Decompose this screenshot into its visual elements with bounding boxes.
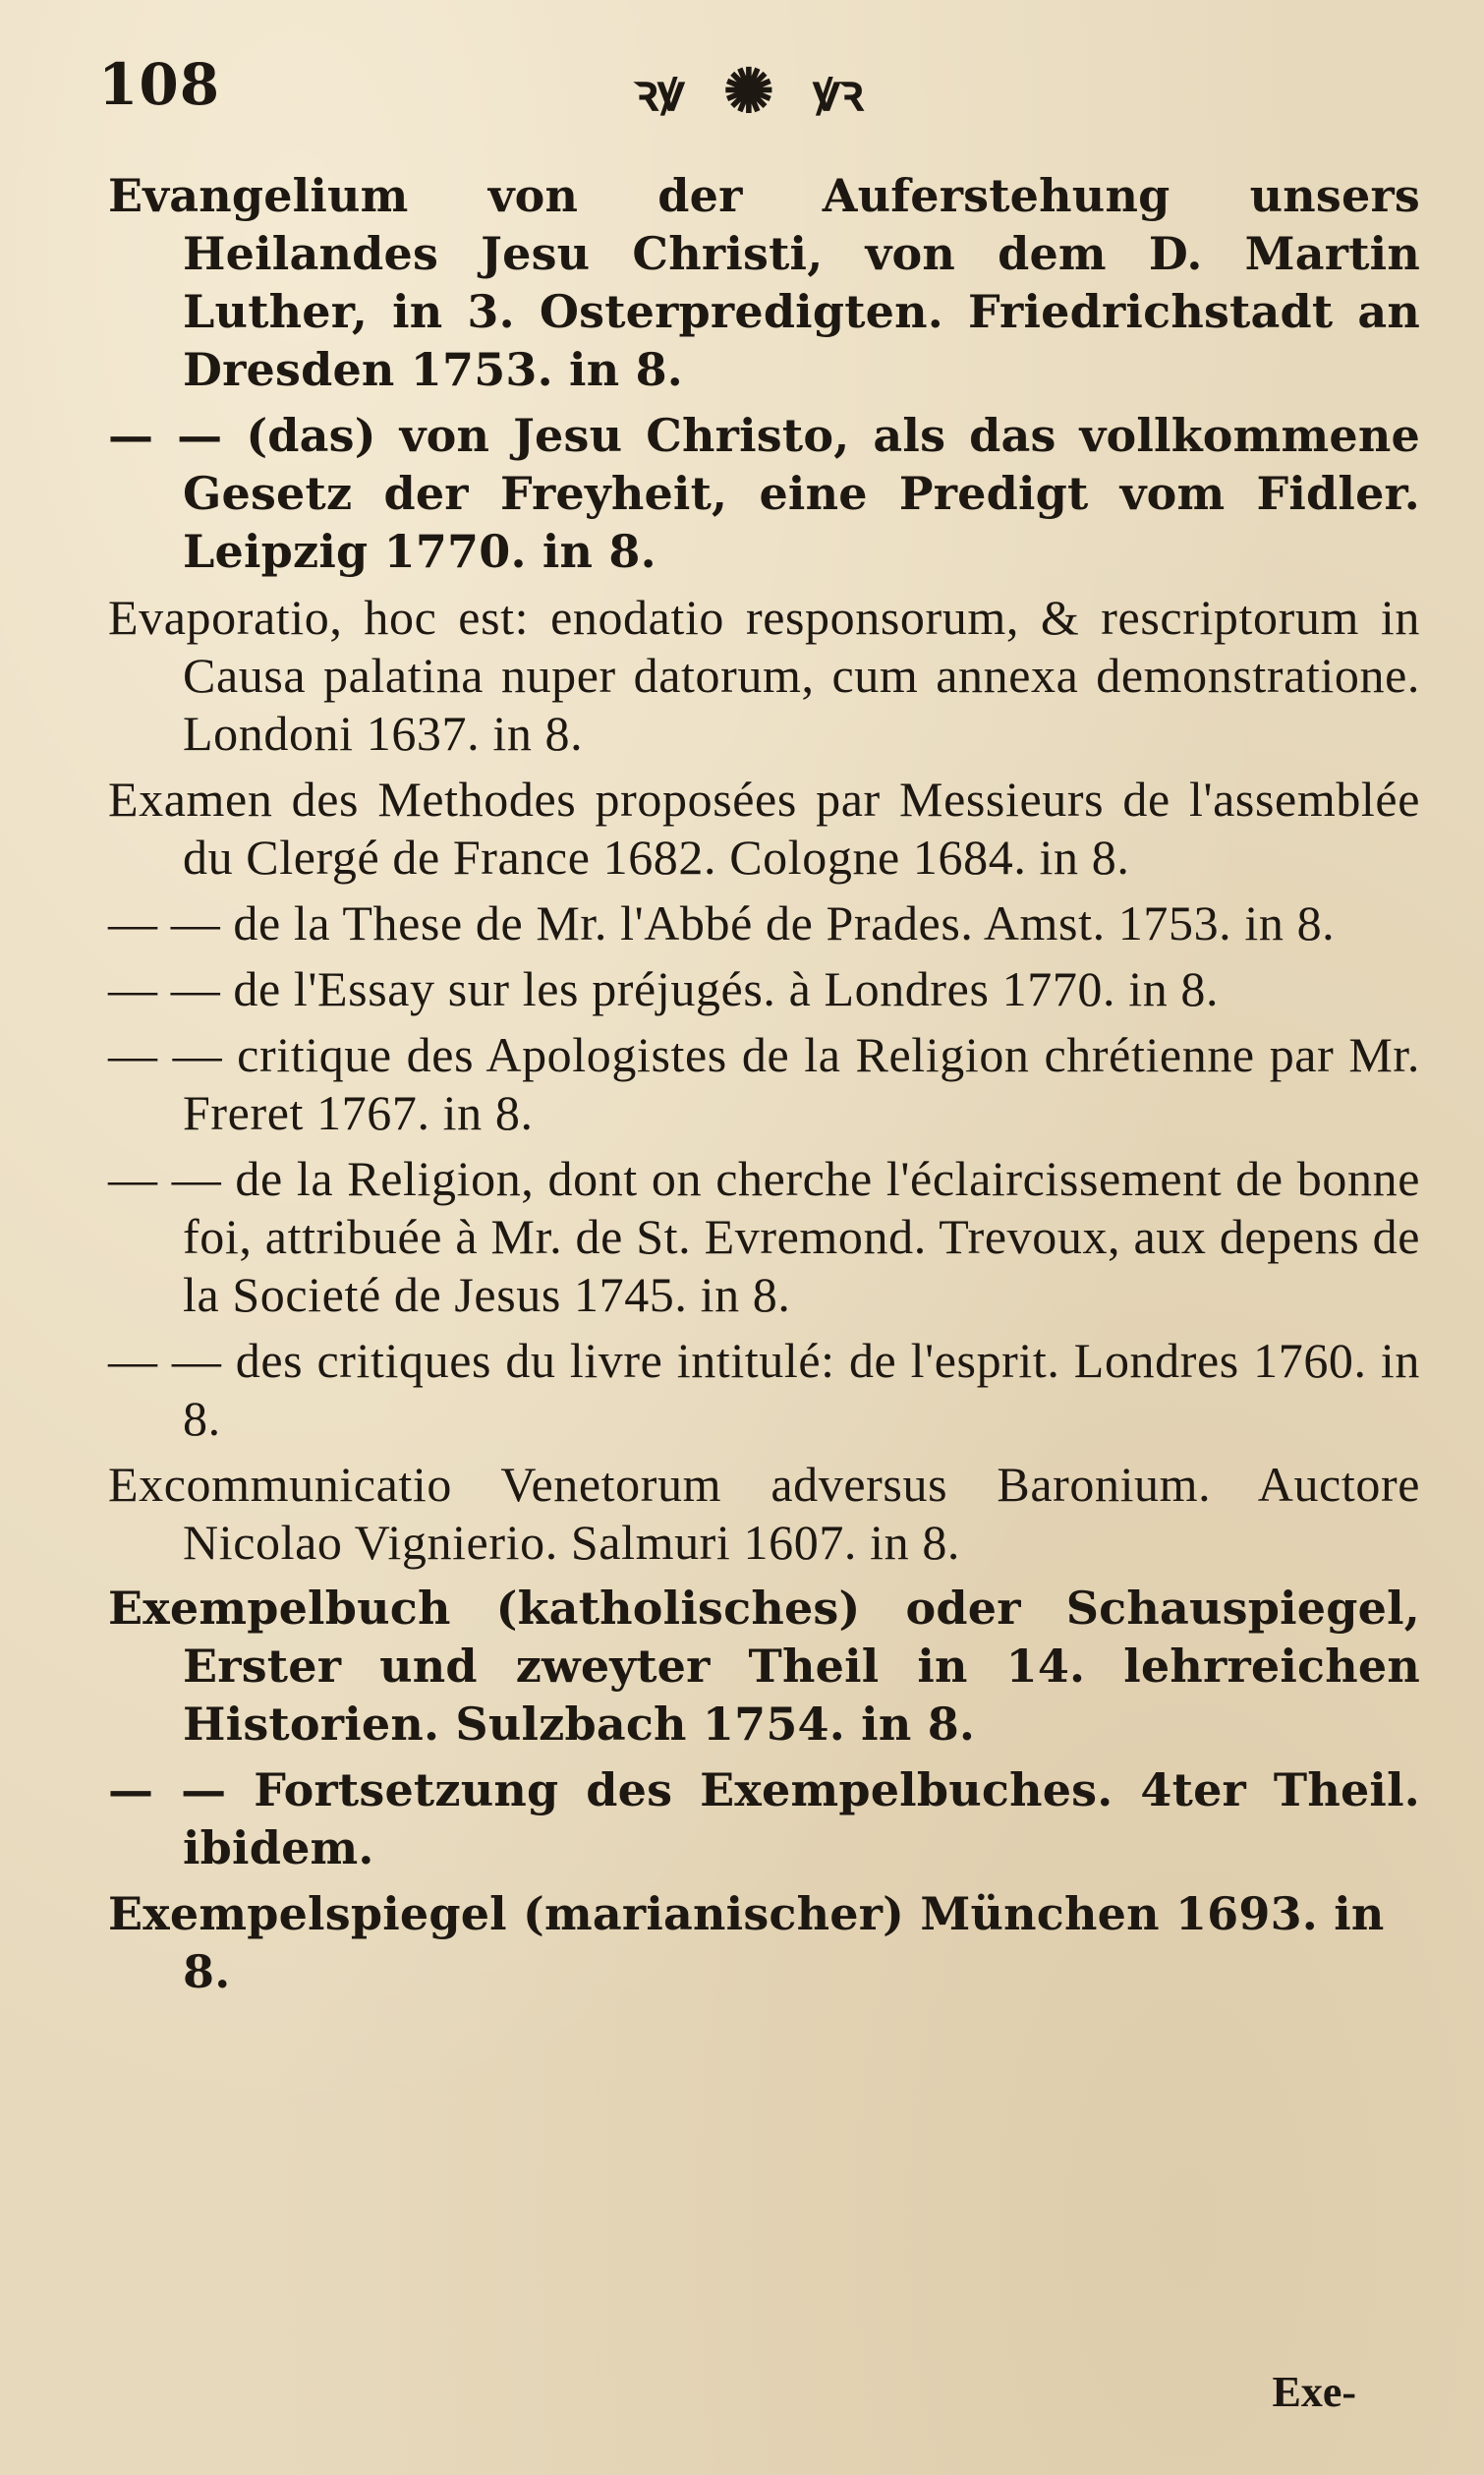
ornament-star-icon: ✺ (722, 55, 774, 127)
header-ornament (634, 55, 864, 127)
catalog-entry: — — (das) von Jesu Christo, als das vollkommene Gesetz der Freyheit, eine Predigt vom Fidler. Leipzig 1770. in 8. (108, 409, 1420, 578)
catalog-entry: — — de la Religion, dont on cherche l'éclaircissement de bonne foi, attribuée à Mr. de St. Evremond. Trevoux, aux depens de la Societé de Jesus 1745. in 8. (108, 1151, 1420, 1322)
catalog-entry: Evaporatio, hoc est: enodatio responsorum, & rescriptorum in Causa palatina nuper datorum, cum annexa demonstratione. Londoni 1637. in 8. (108, 590, 1420, 761)
catalog-entry: Exempelbuch (katholisches) oder Schauspiegel, Erster und zweyter Theil in 14. lehrreichen Historien. Sulzbach 1754. in 8. (108, 1582, 1420, 1751)
catchword: Exe- (1272, 2368, 1356, 2416)
catalog-entry: — — de l'Essay sur les préjugés. à Londres 1770. in 8. (108, 961, 1220, 1016)
catalog-entry: Examen des Methodes proposées par Messieurs de l'assemblée du Clergé de France 1682. Cologne 1684. in 8. (108, 772, 1420, 885)
catalog-entry: Exempelspiegel (marianischer) München 1693. in 8. (108, 1887, 1385, 1998)
catalog-entry: — — Fortsetzung des Exempelbuches. 4ter Theil. ibidem. (108, 1763, 1420, 1874)
page-number: 108 (98, 51, 221, 118)
ornament-right-glyph: ꝟꝛ (813, 63, 864, 123)
catalog-entry: — — des critiques du livre intitulé: de l'esprit. Londres 1760. in 8. (108, 1333, 1420, 1446)
catalog-entry: Excommunicatio Venetorum adversus Baronium. Auctore Nicolao Vignierio. Salmuri 1607. in 8. (108, 1457, 1420, 1570)
page-header (98, 51, 1415, 140)
catalog-entry: — — de la These de Mr. l'Abbé de Prades. Amst. 1753. in 8. (108, 895, 1336, 950)
catalog-entry: — — critique des Apologistes de la Religion chrétienne par Mr. Freret 1767. in 8. (108, 1027, 1420, 1140)
catalog-entries (108, 167, 1420, 2001)
ornament-left-glyph: ꝛꝟ (634, 63, 684, 123)
catalog-entry: Evangelium von der Auferstehung unsers Heilandes Jesu Christi, von dem D. Martin Luther, in 3. Osterpredigten. Friedrichstadt an Dresden 1753. in 8. (108, 169, 1420, 396)
